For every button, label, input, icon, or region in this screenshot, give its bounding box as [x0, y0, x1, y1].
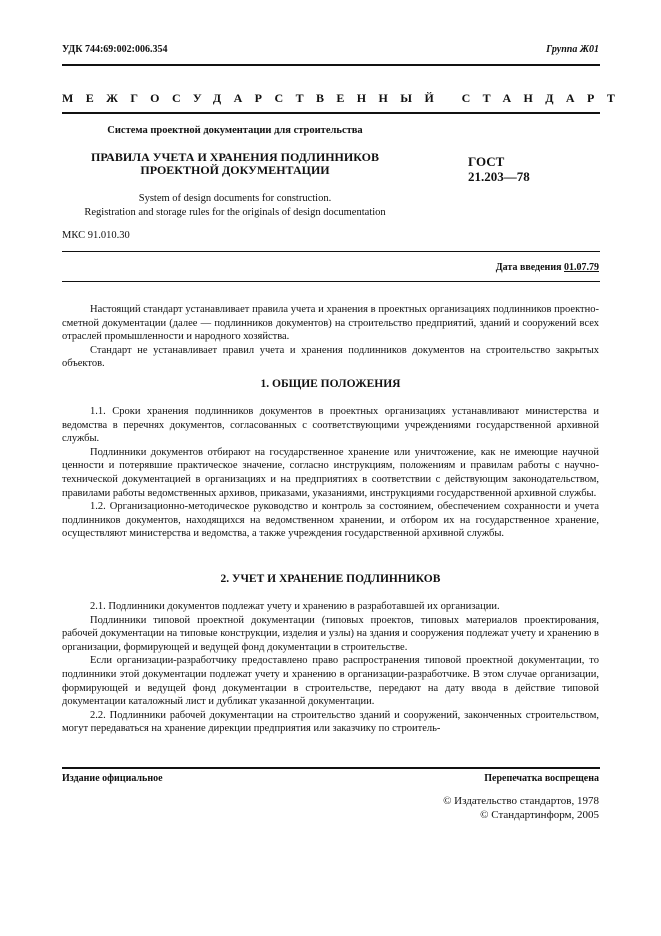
group-code: Группа Ж01	[546, 44, 599, 55]
intro-paragraph: Настоящий стандарт устанавливает правила учета и хранения в проектных организациях подлинников проектно-сметной документации (далее — подлинников документов) на строительство предприятий, зданий и сооружений всех отраслей промышленности и народного хозяйства.	[62, 304, 599, 343]
copyright-publisher: © Издательство стандартов, 1978	[443, 795, 599, 807]
section-2-paragraph: 2.2. Подлинники рабочей документации на строительство зданий и сооружений, законченных строительством, могут передаваться на хранение дирекции предприятия или заказчику по строитель-	[62, 709, 599, 735]
mks-code: МКС 91.010.30	[62, 230, 130, 241]
title-line-1: ПРАВИЛА УЧЕТА И ХРАНЕНИЯ ПОДЛИННИКОВ	[91, 150, 379, 164]
top-rule	[62, 64, 600, 66]
reprint-prohibited: Перепечатка воспрещена	[484, 773, 599, 784]
section-2-paragraph: Подлинники типовой проектной документации (типовых проектов, типовых материалов проектирования, рабочей документации на типовые конструкции, изделия и узлы) на здания и сооружения подлежат учету и хранению в организации, формирующей и ведущей фонд документации в строительстве.	[62, 614, 599, 653]
banner-rule	[62, 112, 600, 114]
english-title-line-2: Registration and storage rules for the originals of design documentation	[84, 207, 386, 218]
gost-code: 21.203—78	[468, 169, 530, 184]
udk-code: УДК 744:69:002:006.354	[62, 44, 168, 55]
section-1-heading: 1. ОБЩИЕ ПОЛОЖЕНИЯ	[260, 378, 401, 390]
section-2-heading: 2. УЧЕТ И ХРАНЕНИЕ ПОДЛИННИКОВ	[220, 573, 441, 585]
date-rule	[62, 281, 600, 282]
title-line-2: ПРОЕКТНОЙ ДОКУМЕНТАЦИИ	[140, 163, 330, 177]
section-1-text	[62, 405, 599, 541]
standard-banner: МЕЖГОСУДАРСТВЕННЫЙ СТАНДАРТ	[62, 91, 628, 105]
english-title	[62, 192, 408, 220]
section-2-paragraph: Если организации-разработчику предоставлено право распространения типовой проектной документации, то подлинники этой документации подлежат учету и хранению в организации-разработчике. В этом случае организации, формирующей и ведущей фонд документации в строительстве, передают на дату ввода в действие типовой документации каталожный лист и дубликат указанной документации.	[62, 655, 599, 708]
section-2-text	[62, 600, 599, 736]
document-title	[62, 151, 408, 177]
footer-rule	[62, 767, 600, 769]
system-name: Система проектной документации для строительства	[107, 125, 363, 136]
copyright-standartinform: © Стандартинформ, 2005	[480, 809, 599, 821]
section-1-paragraph: 1.2. Организационно-методическое руководство и контроль за состоянием, обеспечением сохранности и учета подлинников документов, находящихся на ведомственном хранении, и отбором их на государственное хранение, осуществляют министерства и ведомства, а также учреждения государственной архивной службы.	[62, 501, 599, 540]
effective-date	[496, 262, 599, 273]
section-1-paragraph: Подлинники документов отбирают на государственное хранение или уничтожение, как не имеющие научной ценности и потерявшие практическое значение, согласно инструкциям, положениям и правилам работы с научно-технической документацией в организациях и на предприятиях в соответствии с действующим законодательством, правилами работы ведомственных архивов, приказами, указаниями, инструкциями государственной архивной службы.	[62, 446, 599, 499]
intro-paragraph: Стандарт не устанавливает правил учета и хранения подлинников документов на строительство закрытых объектов.	[62, 344, 599, 370]
english-title-line-1: System of design documents for construction.	[138, 193, 332, 204]
official-edition: Издание официальное	[62, 773, 163, 784]
gost-number	[468, 154, 530, 184]
gost-label: ГОСТ	[468, 154, 505, 169]
effective-date-label: Дата введения	[495, 262, 562, 273]
section-2-paragraph: 2.1. Подлинники документов подлежат учету и хранению в разработавшей их организации.	[90, 601, 500, 612]
intro-text	[62, 303, 599, 371]
mks-rule	[62, 251, 600, 252]
effective-date-value: 01.07.79	[564, 262, 599, 273]
section-1-paragraph: 1.1. Сроки хранения подлинников документов в проектных организациях устанавливают министерства и ведомства в перечнях документов, согласованных с соответствующими учреждениями государственной архивной службы.	[62, 406, 599, 445]
